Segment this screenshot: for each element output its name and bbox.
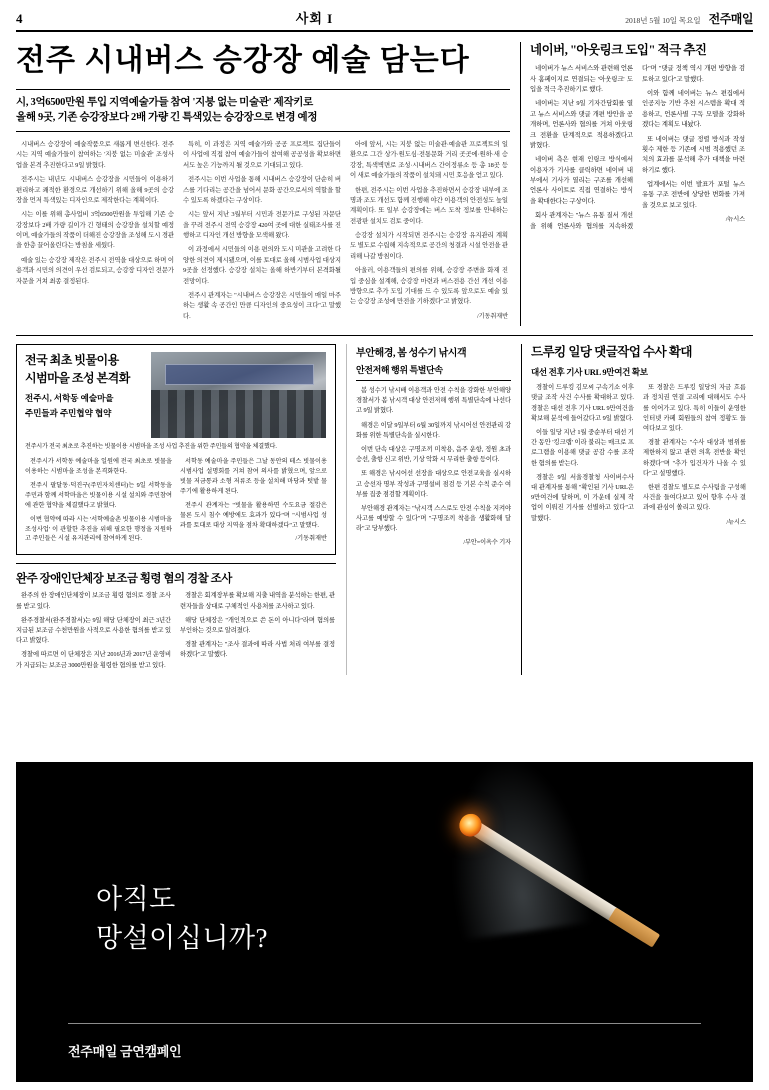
paragraph: 경찰 관계자는 "수사 대상과 범위를 제한하지 않고 관련 의혹 전반을 확인하겠다"며 "추가 입건자가 나올 수 있다"고 설명했다. (643, 439, 746, 477)
paragraph: 네이버는 지난 9일 기자간담회를 열고 뉴스 서비스와 댓글 개편 방안을 공개하며, 언론사와 협의를 거쳐 아웃링크 전환을 단계적으로 적용하겠다고 밝혔다. (530, 100, 633, 149)
paragraph: 아울러, 이용객들의 편의를 위해, 승강장 주변을 화재 진입 중심을 설계해, 승강장 마련과 버스전용 간선 개선 이용 방향으로 추가 도입 기대를 드 수 있도록 앞으로도 예술 있는 승강장 조성에 만전을 기하겠다"고 밝혔다. (350, 267, 508, 306)
paragraph: 해당 단체장은 "개인적으로 쓴 돈이 아니다"라며 혐의를 부인하는 것으로 알려졌다. (180, 616, 335, 634)
byline: /기동취재반 (295, 535, 327, 543)
mid-left-column (16, 344, 336, 675)
box-subtitle-line1: 전주시, 서학동 예술마을 (25, 393, 114, 404)
ad-brand: 전주매일 금연캠페인 (68, 1044, 182, 1059)
mid-center-column (346, 344, 511, 675)
paragraph: 예술 있는 승강장 제작은 전주시 전역을 대상으로 하며 이용객과 시민의 의견이 우선 검토되고, 승강장 디자인 전문가 자문을 거쳐 최종 결정된다. (16, 256, 174, 285)
paragraph: 회사 관계자는 "뉴스 유통 질서 개선을 위해 언론사와 협의를 지속하겠다"며 "댓글 정책 역시 개편 방향을 검토하고 있다"고 말했다. (530, 65, 745, 230)
paragraph: 완주경찰서(완주경찰서)는 9일 해당 단체장이 최근 3년간 지급된 보조금 수천만원을 사적으로 사용한 혐의를 받고 있다고 밝혔다. (16, 616, 171, 645)
paragraph: 전주시 팔달동·덕진구(주민자치센터)는 9일 서학동을 주민과 함께 서학마을은 빗물이용 시설 설치와 주민참여에 관한 협약을 체결했다고 밝혔다. (25, 481, 172, 509)
center-kicker: 부안해경, 봄 성수기 낚시객 (356, 348, 467, 359)
rail-mid-headline: 드루킹 일당 댓글작업 수사 확대 (531, 345, 692, 359)
paragraph: 경찰 관계자는 "조사 결과에 따라 사법 처리 여부를 결정하겠다"고 말했다. (180, 641, 335, 659)
photo-people (151, 390, 326, 438)
ad-inner (16, 762, 753, 1082)
top-area (16, 32, 753, 326)
lower-left-column-2 (180, 591, 335, 674)
paragraph: 승강장 설치가 시작되면 전주시는 승강장 유지관리 계획도 별도로 수립해 지속적으로 공간의 청결과 시설 안전을 관리해 나갈 방침이다. (350, 232, 508, 260)
masthead (16, 0, 753, 32)
byline: /부안=이옥수 기자 (463, 539, 511, 547)
paragraph: 전주시가 서학동 예술마을 일원에 전국 최초로 빗물을 이용하는 시범마을 조성을 본격화한다. (25, 458, 172, 475)
ad-copy-line2: 망설이십니까? (96, 923, 268, 954)
paragraph: 경찰은 회계장부를 확보해 지출 내역을 분석하는 한편, 관련자들을 상대로 구체적인 사용처를 조사하고 있다. (180, 592, 335, 610)
lead-article (16, 42, 510, 326)
boxed-article-rainwater (16, 344, 336, 555)
paragraph: 특히, 이 과정은 지역 예술가와 공공 프로젝트 집단들이 이 사업에 직접 참여 예술가들이 참여해 공공성을 확보하면서도 높은 기능까지 될 것으로 기대되고 있다. (183, 141, 341, 169)
lower-left-divider (16, 563, 336, 674)
paragraph: 아에 앞서, 시는 지붕 없는 미술관·예술관 프로젝트의 일환으로 그간 상가·원도심·전통문화 거리 곳곳에·원하·새 승강장, 특색벽면로 조성·시내버스 간이정류소 등 총 18곳 등이 새로 예술가들의 작품이 설치돼 시민 호응을 얻고 있다. (350, 141, 508, 180)
paragraph: 경찰은 9일 서울경찰청 사이버수사대 관계자를 통해 "확인된 기사 URL은 9만여건에 달하며, 이 가운데 실제 작업이 이뤄진 기사를 선별하고 있다"고 말했다. (531, 473, 634, 522)
article-photo (151, 352, 326, 438)
photo-caption: 전주시가 전국 최초로 추진하는 빗물이용 시범마을 조성 사업 추진을 위한 주민들의 협약을 체결했다. (25, 444, 277, 450)
lead-subhead-1: 시, 3억6500만원 투입 지역예술가들 참여 '지붕 없는 미술관' 제작키로 (16, 96, 313, 108)
box-subtitle-line2: 주민들과 주민협약 협약 (25, 407, 112, 418)
paragraph: 이들 일당 지난 1월 중순부터 대선 기간 동안 '킹크랩' 이라 불리는 매크로 프로그램을 이용해 댓글 공감 수를 조작한 혐의를 받는다. (531, 429, 634, 467)
lead-column-1 (16, 140, 174, 326)
ad-copy-line1: 아직도 (96, 884, 176, 914)
paragraph: 네이버 측은 현재 인링크 방식에서 이용자가 기사를 클릭하면 네이버 내부에서 기사가 열리는 구조를 개선해 언론사 사이트로 직접 연결하는 방식을 확대한다는 구상이다. (530, 156, 633, 205)
paragraph: 시는 앞서 지난 3월부터 시민과 전문가로 구성된 자문단을 꾸려 전주시 전역 승강장 420여 곳에 대한 실태조사를 진행하고 디자인 개선 방향을 모색해 왔다. (183, 211, 341, 239)
paragraph: 완주의 한 장애인단체장이 보조금 횡령 혐의로 경찰 조사를 받고 있다. (16, 592, 171, 610)
rail-mid-body (531, 383, 746, 529)
byline: /뉴시스 (725, 216, 745, 224)
publication-date: 2018년 5월 10일 목요일 (625, 16, 701, 25)
box-title-line2: 시범마을 조성 본격화 (25, 371, 130, 386)
paragraph: 전주시는 내년도 시내버스 승강장을 시민들이 이용하기 편리하고 쾌적한 환경으로 개선하기 위해 올해 9곳의 승강장을 먼저 특색있는 디자인으로 제작한다는 계획이다. (16, 176, 174, 204)
paragraph: 부안해경 관계자는 "낚시객 스스로도 안전 수칙을 지켜야 사고를 예방할 수 있다"며 "구명조끼 착용을 생활화해 달라"고 당부했다. (356, 504, 511, 533)
paragraph: 한편 검찰도 별도로 수사팀을 구성해 사건을 들여다보고 있어 향후 수사 결과에 관심이 쏠리고 있다. (643, 483, 746, 512)
lower-left-headline: 완주 장애인단체장 보조금 횡령 혐의 경찰 조사 (16, 573, 232, 586)
paragraph: 네이버가 뉴스 서비스와 관련해 언론사 홈페이지로 연결되는 '아웃링크' 도입을 적극 추진하기로 했다. (530, 65, 633, 93)
paragraph: 경찰이 드루킹 김모씨 구속기소 이후 댓글 조작 사건 수사를 확대하고 있다. 경찰은 대선 전후 기사 URL 9만여건을 확보해 분석에 들어갔다고 9일 밝혔다. (531, 384, 634, 422)
paragraph: 한편, 전주시는 이번 사업을 추진하면서 승강장 내부에 조명과 조도 개선도 함께 진행해 야간 이용객의 안전성도 높일 계획이다. 또 일부 승강장에는 버스 도착 정보를 안내하는 전광판 설치도 검토 중이다. (350, 186, 508, 225)
paragraph: 이번 협약에 따라 시는 '서학예술촌 빗물이용 시범마을 조성사업' 이 관할한 추진을 위해 필요한 행정을 지원하고 주민들은 시설 유지관리에 참여하게 된다. (25, 515, 172, 543)
lead-column-2 (183, 140, 341, 326)
rail-top-body (530, 64, 745, 232)
paragraph: 시내버스 승강장이 예술작품으로 새롭게 변신한다. 전주시는 지역 예술가들이 참여하는 '지붕 없는 미술관' 조성사업을 본격 추진한다고 9일 밝혔다. (16, 141, 174, 169)
cigarette-graphic (370, 762, 711, 1058)
rail-article-mid (521, 344, 746, 675)
paragraph: 또 경찰은 드루킹 일당의 자금 흐름과 정치권 연결 고리에 대해서도 수사를 이어가고 있다. 특히 이들이 운영한 인터넷 카페 회원들의 참여 정황도 들여다보고 있다. (643, 384, 746, 432)
paragraph: 이와 함께 네이버는 뉴스 편집에서 인공지능 기반 추천 시스템을 확대 적용하고, 언론사별 구독 모델을 강화하겠다는 계획도 내놨다. (642, 90, 745, 129)
center-subkicker: 안전저해 행위 특별단속 (356, 363, 511, 381)
paragraph: 이번 단속 대상은 구명조끼 미착용, 음주 운항, 정원 초과 승선, 출항 신고 위반, 기상 악화 시 무리한 출항 등이다. (356, 445, 511, 464)
lead-headline: 전주 시내버스 승강장 예술 담는다 (16, 44, 470, 77)
ad-copy (96, 880, 268, 958)
paragraph: 이 과정에서 시민들의 이용 편의와 도시 미관을 고려한 다양한 의견이 제시됐으며, 이를 토대로 올해 시범사업 대상지 9곳을 선정했다. 승강장 설치는 올해 하반기부터 본격화될 전망이다. (183, 246, 341, 285)
byline: /뉴시스 (726, 518, 746, 526)
page-number: 4 (16, 11, 23, 26)
cigarette-filter (608, 907, 660, 947)
rail-article-top (520, 42, 745, 326)
ad-divider (68, 1023, 701, 1024)
paragraph: 봄 성수기 낚시배 이용객과 안전 수칙을 강화한 부안해양경찰서가 봄 낚시객 대상 안전저해 행위 특별단속에 나선다고 9일 밝혔다. (356, 387, 511, 415)
center-body (356, 386, 511, 548)
rail-top-headline: 네이버, "아웃링크 도입" 적극 추진 (530, 43, 707, 57)
paragraph: 해경은 이달 9일부터 6월 30일까지 낚시어선 안전관리 강화를 위한 특별단속을 실시한다. (356, 421, 511, 439)
masthead-right (523, 10, 753, 27)
paragraph: 전주시 관계자는 "빗물을 활용하면 수도요금 절감은 물론 도시 침수 예방에도 효과가 있다"며 "시범사업 성과를 토대로 대상 지역을 점차 확대하겠다"고 말했다. (180, 501, 327, 529)
mid-area (16, 344, 753, 675)
paragraph: 전주시 관계자는 "시내버스 승강장은 시민들이 매일 마주하는 생활 속 공간인 만큼 디자인의 중요성이 크다"고 말했다. (183, 291, 341, 320)
paragraph: 또 네이버는 댓글 정렬 방식과 작성 횟수 제한 등 기존에 시범 적용했던 조치의 효과를 분석해 추가 대책을 마련하기로 했다. (642, 135, 745, 174)
paragraph: 서학동 예술마을 주민들은 그날 동안의 테스 빗물이용 시범사업 설명회를 거쳐 참여 의사를 밝혔으며, 앞으로 빗물 저금통과 소형 저류조 등을 설치해 마당과 텃밭 물주기에 활용하게 된다. (180, 458, 327, 495)
lower-left-body (16, 591, 336, 674)
paragraph: 전주시는 이번 사업을 통해 시내버스 승강장이 단순히 버스를 기다리는 공간을 넘어서 문화 공간으로서의 역할을 할 수 있도록 하겠다는 구상이다. (183, 176, 341, 204)
mid-divider (16, 335, 753, 344)
photo-banner (165, 364, 314, 385)
section-title: 사회 I (295, 11, 334, 26)
paragraph: 또 해경은 낚시어선 선장을 대상으로 안전교육을 실시하고 승선자 명부 작성과 구명설비 점검 등 기본 수칙 준수 여부를 집중 점검할 계획이다. (356, 470, 511, 498)
boxed-article-body (25, 457, 327, 548)
lead-column-3 (350, 140, 508, 326)
lead-body (16, 140, 510, 326)
paragraph: 업계에서는 이번 발표가 포털 뉴스 유통 구조 전반에 상당한 변화를 가져올 것으로 보고 있다. (642, 181, 745, 209)
lower-left-column-1 (16, 591, 171, 674)
byline: /기동취재반 (476, 312, 508, 320)
rail-mid-subhead: 대선 전후 기사 URL 9만여건 확보 (531, 367, 648, 378)
box-title-line1: 전국 최초 빗물이용 (25, 353, 119, 367)
lead-subheads (16, 89, 510, 133)
publication-brand: 전주매일 (708, 12, 753, 26)
lead-subhead-2: 올해 9곳, 기존 승강장보다 2배 가량 긴 특색있는 승강장으로 변경 예정 (16, 112, 318, 124)
advertisement (16, 762, 753, 1082)
paragraph: 시는 이를 위해 총사업비 3억6500만원을 투입해 기존 승강장보다 2배 가량 길이가 긴 형태의 승강장을 설치할 예정이며, 예술가들의 작품이 더해진 승강장을 조성해 도시 경관을 한층 끌어올린다는 방침을 세웠다. (16, 211, 174, 250)
paragraph: 경찰에 따르면 이 단체장은 지난 2016년과 2017년 운영비가 지급되는 보조금 3000만원을 횡령한 혐의를 받고 있다. (16, 651, 171, 669)
